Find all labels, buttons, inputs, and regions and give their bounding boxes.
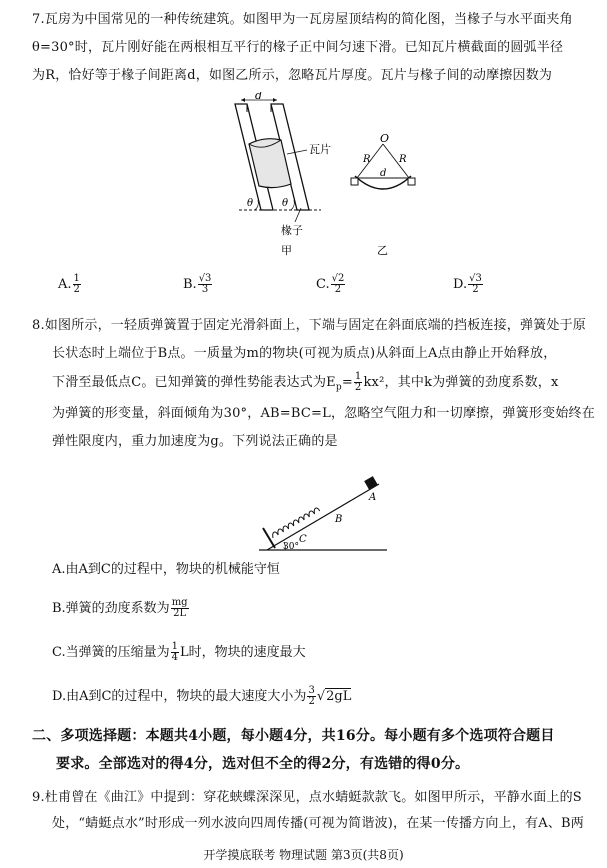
q7-line-3: 为R，恰好等于椽子间距离d，如图乙所示，忽略瓦片厚度。瓦片与椽子间的动摩擦因数为 <box>32 68 553 83</box>
frac-numerator: mg <box>171 597 188 608</box>
section-2-heading-line-1: 二、多项选择题：本题共4小题，每小题4分，共16分。每小题有多个选项符合题目 <box>32 728 555 744</box>
q7-line-1: 7.瓦房为中国常见的一种传统建筑。如图甲为一瓦房屋顶结构的简化图，当椽子与水平面夹角 <box>32 12 573 27</box>
q7-option-c[interactable] <box>316 274 346 295</box>
frac-denominator: 2 <box>308 696 315 707</box>
frac-numerator: 1 <box>73 273 80 284</box>
q7-option-d[interactable] <box>453 274 484 295</box>
frac-numerator: 3 <box>308 685 315 696</box>
angle-label: 30° <box>283 542 299 552</box>
frac-denominator: 2L <box>173 608 187 619</box>
option-letter: A. <box>58 277 72 292</box>
half-fraction <box>354 372 363 393</box>
q8-line-3-text-c: kx²，其中k为弹簧的劲度系数，x <box>363 375 559 390</box>
sqrt-expression: √2gL <box>316 689 352 704</box>
figure-yi-caption: 乙 <box>377 244 388 257</box>
q8-option-b[interactable] <box>52 598 190 619</box>
page-footer: 开学摸底联考 物理试题 第3页(共8页) <box>203 848 404 862</box>
section-2-heading-line-2: 要求。全部选对的得4分，选对但不全的得2分，有选错的得0分。 <box>56 756 470 772</box>
figure-jia-caption: 甲 <box>281 244 292 257</box>
frac-numerator: √3 <box>469 273 482 284</box>
point-b-label: B <box>335 514 343 525</box>
point-a-label: A <box>369 492 377 503</box>
frac-denominator: 2 <box>334 284 342 295</box>
option-text: D.由A到C的过程中，物块的最大速度大小为 <box>52 689 307 704</box>
radius-label-2: R <box>399 154 407 165</box>
theta-label-1: θ <box>247 198 254 209</box>
velocity-fraction <box>307 686 315 707</box>
frac-numerator: 1 <box>171 641 178 652</box>
option-text-tail: L时，物块的速度最大 <box>180 645 306 660</box>
center-o-label: O <box>380 132 390 145</box>
frac-numerator: √2 <box>331 273 345 284</box>
baffle-plate <box>263 528 275 548</box>
q8-incline-figure <box>255 470 395 556</box>
option-letter: B. <box>183 277 197 292</box>
option-fraction <box>468 274 483 295</box>
radius-label-1: R <box>363 154 371 165</box>
option-letter: D. <box>453 277 468 292</box>
frac-denominator: 4 <box>171 652 178 663</box>
q7-option-b[interactable] <box>183 274 213 295</box>
frac-denominator: 2 <box>354 382 362 393</box>
rafter-label: 椽子 <box>281 224 303 237</box>
q9-line-2: 处，“蜻蜓点水”时形成一列水波向四周传播(可视为简谐波)，在某一传播方向上，有A、B两 <box>52 816 584 831</box>
q8-option-d[interactable] <box>52 686 351 707</box>
option-text: C.当弹簧的压缩量为 <box>52 645 170 660</box>
tile-label: 瓦片 <box>309 143 331 156</box>
theta-label-2: θ <box>282 198 289 209</box>
frac-denominator: 2 <box>73 284 80 295</box>
q8-option-a[interactable]: A.由A到C的过程中，物块的机械能守恒 <box>52 562 280 577</box>
spring-constant-fraction <box>171 598 189 619</box>
option-text: B.弹簧的劲度系数为 <box>52 601 170 616</box>
q8-line-1: 8.如图所示，一轻质弹簧置于固定光滑斜面上，下端与固定在斜面底端的挡板连接，弹簧处于原 <box>32 318 587 333</box>
q8-line-5: 弹性限度内，重力加速度为g。下列说法正确的是 <box>52 434 338 449</box>
dim-d-label: d <box>255 92 263 102</box>
point-c-label: C <box>299 534 307 545</box>
q7-option-a[interactable] <box>58 274 82 295</box>
incline-surface <box>267 484 379 550</box>
q9-line-1: 9.杜甫曾在《曲江》中提到：穿花蛱蝶深深见，点水蜻蜓款款飞。如图甲所示，平静水面上的S <box>32 790 582 805</box>
q7-line-2: θ=30°时，瓦片刚好能在两根相互平行的椽子正中间匀速下滑。已知瓦片横截面的圆弧半径 <box>32 40 564 55</box>
frac-denominator: 2 <box>472 284 479 295</box>
q8-line-3 <box>52 372 559 396</box>
block-mass <box>364 476 378 490</box>
compression-fraction <box>171 642 179 663</box>
energy-subscript: p <box>335 382 342 393</box>
option-fraction <box>198 274 213 295</box>
sqrt-radicand: 2gL <box>326 689 352 704</box>
q7-figure-jia <box>225 92 335 262</box>
frac-numerator: 1 <box>354 371 362 382</box>
q8-option-c[interactable] <box>52 642 306 663</box>
frac-denominator: 3 <box>201 284 209 295</box>
q8-line-4: 为弹簧的形变量，斜面倾角为30°，AB=BC=L，忽略空气阻力和一切摩擦，弹簧形变始终在 <box>52 406 595 421</box>
option-letter: C. <box>316 277 330 292</box>
q7-figure-yi <box>345 132 425 262</box>
equals-sign: = <box>341 375 353 390</box>
q8-line-2: 长状态时上端位于B点。一质量为m的物块(可视为质点)从斜面上A点由静止开始释放， <box>52 346 557 361</box>
q8-line-3-text-a: 下滑至最低点C。已知弹簧的弹性势能表达式为E <box>52 375 336 390</box>
frac-numerator: √3 <box>198 273 212 284</box>
distance-d-label: d <box>380 168 387 179</box>
option-fraction <box>331 274 346 295</box>
option-fraction <box>73 274 81 295</box>
